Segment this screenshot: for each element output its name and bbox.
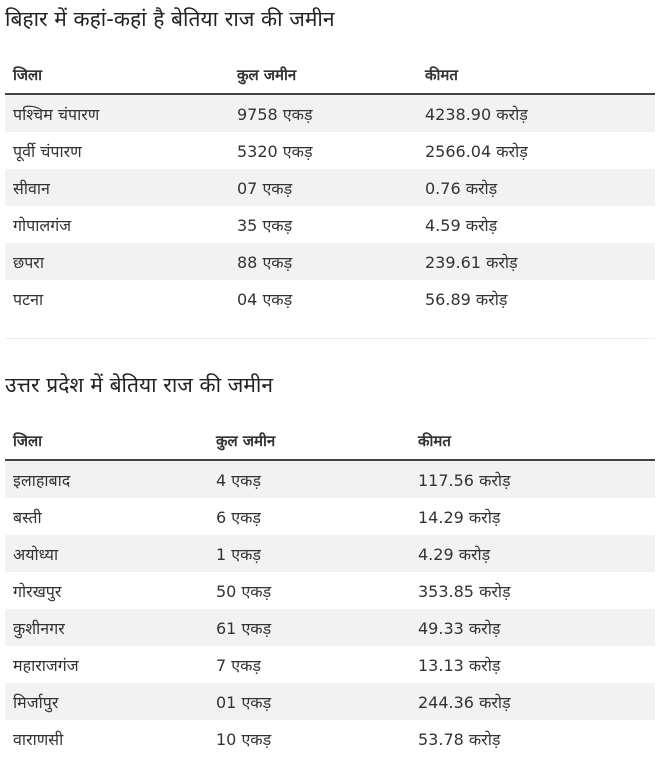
land-cell: 01 एकड़	[208, 683, 410, 720]
table-row	[5, 609, 655, 646]
land-cell: 7 एकड़	[216, 655, 261, 675]
table-row	[5, 132, 655, 169]
table-row	[5, 572, 655, 609]
value-cell: 56.89 करोड़	[425, 289, 508, 309]
value-cell: 4.59 करोड़	[425, 215, 498, 235]
district-cell: पूर्वी चंपारण	[13, 141, 82, 161]
column-header-value: कीमत	[410, 422, 655, 460]
value-cell: 2566.04 करोड़	[425, 141, 528, 161]
land-cell: 88 एकड़	[229, 243, 417, 280]
land-cell: 07 एकड़	[229, 169, 417, 206]
value-cell: 53.78 करोड़	[418, 729, 501, 749]
column-header-value: कीमत	[417, 56, 655, 94]
land-cell: 9758 एकड़	[229, 94, 417, 132]
value-cell: 0.76 करोड़	[417, 169, 655, 206]
table-header-row	[5, 56, 655, 94]
land-cell: 61 एकड़	[208, 609, 410, 646]
column-header-district: जिला	[5, 422, 208, 460]
land-cell: 6 एकड़	[216, 507, 261, 527]
up-section-title: उत्तर प्रदेश में बेतिया राज की जमीन	[5, 373, 274, 397]
land-cell: 4 एकड़	[208, 460, 410, 498]
value-cell: 14.29 करोड़	[418, 507, 501, 527]
district-cell: छपरा	[5, 243, 229, 280]
table-row	[5, 720, 655, 757]
value-cell: 117.56 करोड़	[410, 460, 655, 498]
district-cell: पटना	[13, 289, 44, 309]
land-cell: 35 एकड़	[237, 215, 293, 235]
value-cell: 49.33 करोड़	[410, 609, 655, 646]
land-cell: 50 एकड़	[216, 581, 272, 601]
section-divider	[5, 338, 655, 339]
district-cell: गोरखपुर	[13, 581, 62, 601]
district-cell: कुशीनगर	[5, 609, 208, 646]
land-cell: 04 एकड़	[237, 289, 293, 309]
district-cell: गोपालगंज	[13, 215, 72, 235]
table-row	[5, 646, 655, 683]
column-header-district: जिला	[5, 56, 229, 94]
district-cell: वाराणसी	[13, 729, 64, 749]
value-cell: 244.36 करोड़	[410, 683, 655, 720]
district-cell: अयोध्या	[5, 535, 208, 572]
land-cell: 5320 एकड़	[237, 141, 313, 161]
value-cell: 239.61 करोड़	[417, 243, 655, 280]
value-cell: 13.13 करोड़	[418, 655, 501, 675]
district-cell: इलाहाबाद	[5, 460, 208, 498]
district-cell: मिर्जापुर	[5, 683, 208, 720]
value-cell: 4.29 करोड़	[410, 535, 655, 572]
district-cell: महाराजगंज	[13, 655, 79, 675]
table-row	[5, 94, 655, 132]
table-row	[5, 243, 655, 280]
district-cell: सीवान	[5, 169, 229, 206]
district-cell: बस्ती	[13, 507, 42, 527]
table-row	[5, 280, 655, 317]
column-header-total-land: कुल जमीन	[229, 56, 417, 94]
table-row	[5, 460, 655, 498]
up-land-table	[5, 422, 655, 757]
column-header-total-land: कुल जमीन	[208, 422, 410, 460]
land-cell: 1 एकड़	[208, 535, 410, 572]
value-cell: 353.85 करोड़	[418, 581, 511, 601]
table-row	[5, 169, 655, 206]
table-row	[5, 498, 655, 535]
bihar-section-title: बिहार में कहां-कहां है बेतिया राज की जमीन	[5, 7, 335, 31]
land-cell: 10 एकड़	[216, 729, 272, 749]
table-row	[5, 683, 655, 720]
district-cell: पश्चिम चंपारण	[5, 94, 229, 132]
bihar-land-table	[5, 56, 655, 317]
table-row	[5, 206, 655, 243]
table-row	[5, 535, 655, 572]
value-cell: 4238.90 करोड़	[417, 94, 655, 132]
table-header-row	[5, 422, 655, 460]
